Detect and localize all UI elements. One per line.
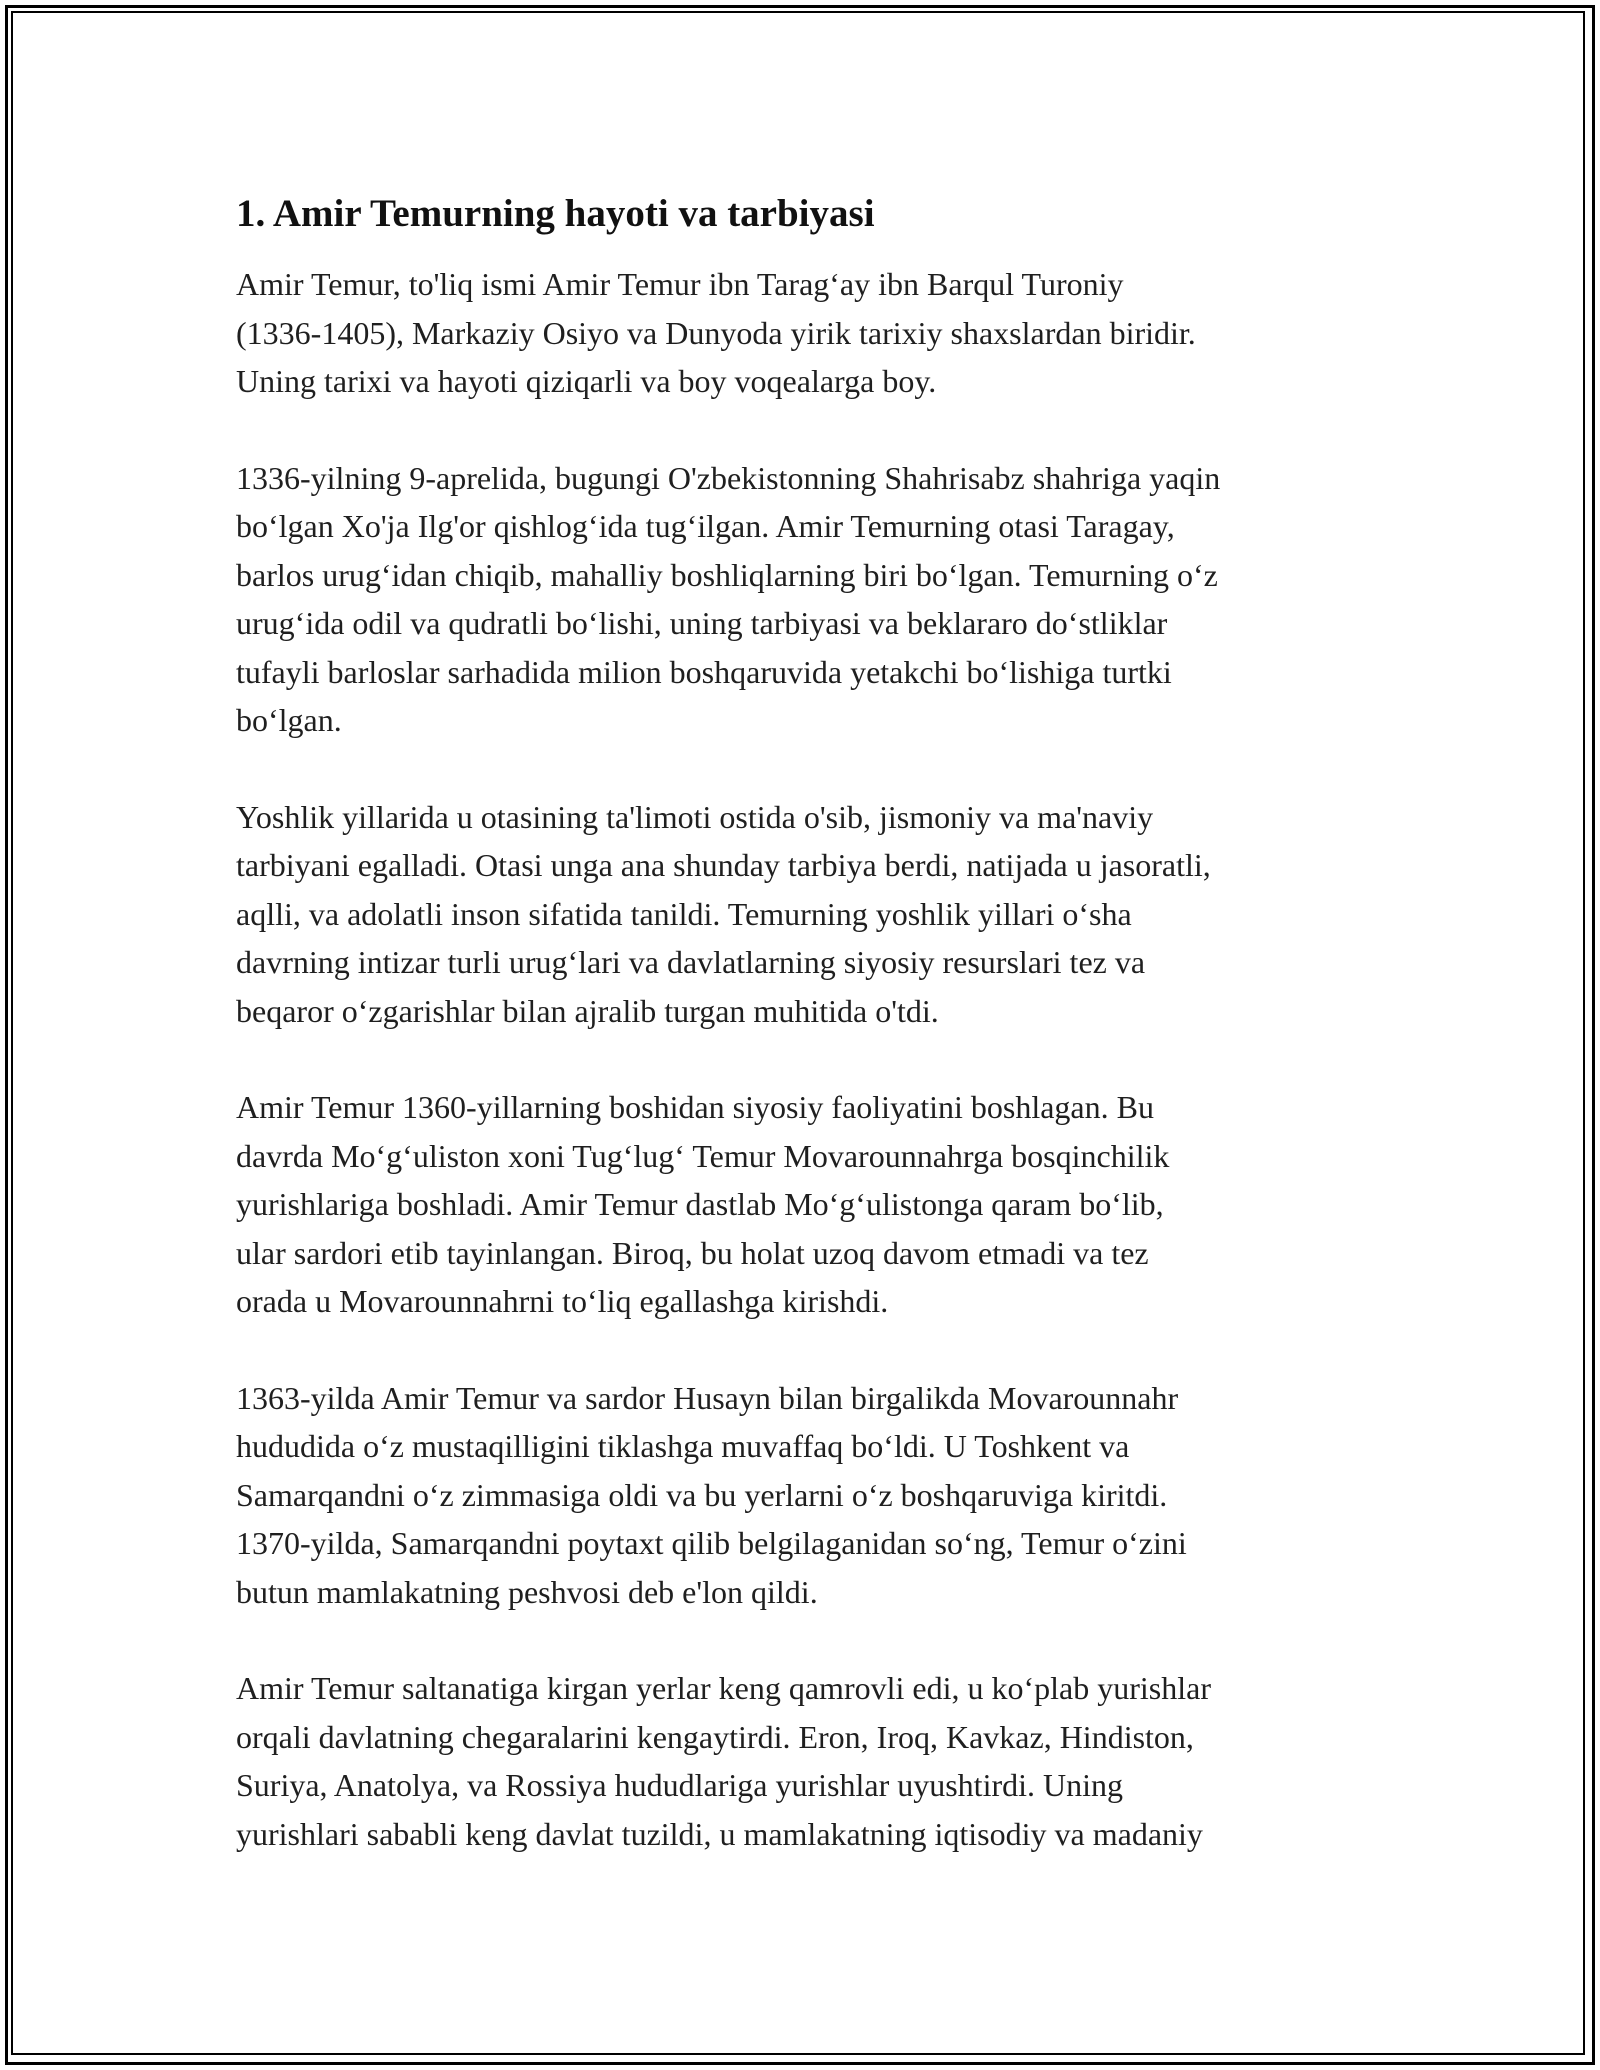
paragraph — [236, 454, 1396, 745]
paragraph-line: urug‘ida odil va qudratli bo‘lishi, uning tarbiyasi va beklararo do‘stliklar — [236, 605, 1168, 641]
paragraph-line: butun mamlakatning peshvosi deb e'lon qildi. — [236, 1573, 818, 1610]
paragraph-line: Samarqandni o‘z zimmasiga oldi va bu yerlarni o‘z boshqaruviga kiritdi. — [236, 1476, 1168, 1513]
paragraph-line: (1336-1405), Markaziy Osiyo va Dunyoda yirik tarixiy shaxslardan biridir. — [236, 314, 1196, 351]
paragraph-line: barlos urug‘idan chiqib, mahalliy boshliqlarning biri bo‘lgan. Temurning o‘z — [236, 556, 1218, 593]
paragraph-line: yurishlariga boshladi. Amir Temur dastlab Mo‘g‘ulistonga qaram bo‘lib, — [236, 1186, 1164, 1222]
paragraph-line: davrning intizar turli urug‘lari va davlatlarning siyosiy resurslari tez va — [236, 944, 1146, 980]
paragraph-line: Uning tarixi va hayoti qiziqarli va boy voqealarga boy. — [236, 363, 937, 399]
paragraph-line: aqlli, va adolatli inson sifatida tanildi. Temurning yoshlik yillari o‘sha — [236, 895, 1132, 932]
paragraph-line: 1370-yilda, Samarqandni poytaxt qilib belgilaganidan so‘ng, Temur o‘zini — [236, 1525, 1187, 1561]
paragraph-line: Suriya, Anatolya, va Rossiya hududlariga yurishlar uyushtirdi. Uning — [236, 1767, 1123, 1803]
paragraph-line: davrda Mo‘g‘uliston xoni Tug‘lug‘ Temur Movarounnahrga bosqinchilik — [236, 1137, 1170, 1174]
paragraph-line: tufayli barloslar sarhadida milion boshqaruvida yetakchi bo‘lishiga turtki — [236, 653, 1172, 690]
paragraph — [236, 793, 1396, 1036]
paragraph-list — [236, 260, 1396, 1858]
paragraph-line: tarbiyani egalladi. Otasi unga ana shunday tarbiya berdi, natijada u jasoratli, — [236, 847, 1211, 883]
paragraph-line: ular sardori etib tayinlangan. Biroq, bu holat uzoq davom etmadi va tez — [236, 1234, 1149, 1271]
paragraph — [236, 1374, 1396, 1617]
section-heading: 1. Amir Temurning hayoti va tarbiyasi — [236, 192, 875, 235]
paragraph-line: bo‘lgan Xo'ja Ilg'or qishlog‘ida tug‘ilgan. Amir Temurning otasi Taragay, — [236, 508, 1175, 544]
paragraph-line: Amir Temur, to'liq ismi Amir Temur ibn Tarag‘ay ibn Barqul Turoniy — [236, 266, 1124, 302]
paragraph-line: Amir Temur 1360-yillarning boshidan siyosiy faoliyatini boshlagan. Bu — [236, 1089, 1154, 1125]
paragraph-line: bo‘lgan. — [236, 702, 342, 738]
paragraph-line: Yoshlik yillarida u otasining ta'limoti ostida o'sib, jismoniy va ma'naviy — [236, 798, 1154, 835]
paragraph-line: beqaror o‘zgarishlar bilan ajralib turgan muhitida o'tdi. — [236, 992, 939, 1029]
paragraph-line: hududida o‘z mustaqilligini tiklashga muvaffaq bo‘ldi. U Toshkent va — [236, 1428, 1130, 1464]
document-body — [236, 186, 1396, 1906]
paragraph — [236, 260, 1396, 406]
paragraph — [236, 1664, 1396, 1858]
paragraph-line: orqali davlatning chegaralarini kengaytirdi. Eron, Iroq, Kavkaz, Hindiston, — [236, 1718, 1194, 1755]
paragraph-line: yurishlari sababli keng davlat tuzildi, u mamlakatning iqtisodiy va madaniy — [236, 1815, 1203, 1852]
paragraph-line: 1336-yilning 9-aprelida, bugungi O'zbekistonning Shahrisabz shahriga yaqin — [236, 459, 1221, 496]
paragraph-line: orada u Movarounnahrni to‘liq egallashga kirishdi. — [236, 1283, 889, 1319]
paragraph-line: Amir Temur saltanatiga kirgan yerlar keng qamrovli edi, u ko‘plab yurishlar — [236, 1670, 1211, 1706]
paragraph-line: 1363-yilda Amir Temur va sardor Husayn bilan birgalikda Movarounnahr — [236, 1379, 1179, 1416]
paragraph — [236, 1083, 1396, 1326]
